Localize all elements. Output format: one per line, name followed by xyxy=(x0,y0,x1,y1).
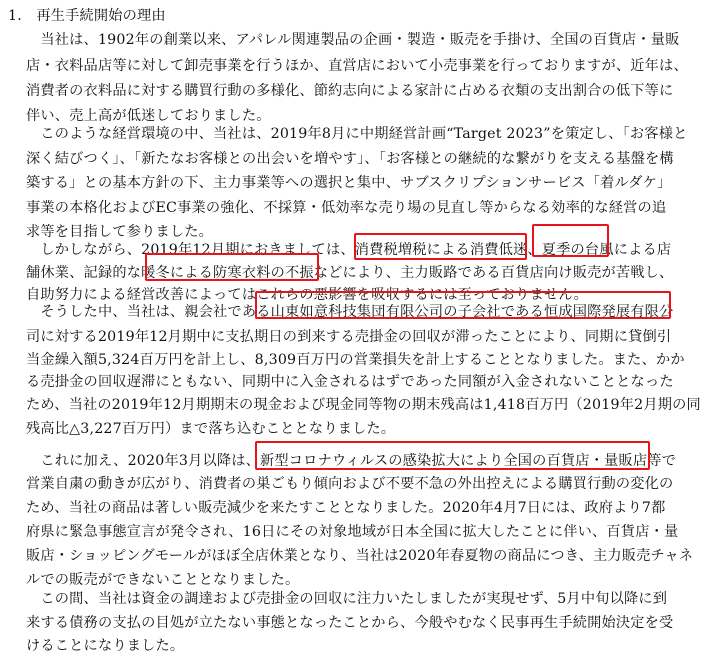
paragraph-line: 当金繰入額5,324百万円を計上し、8,309百万円の営業損失を計上することとなりました。また、かか xyxy=(26,352,685,368)
paragraph-line: 自助努力による経営改善によってはこれらの悪影響を吸収するには至っておりません。 xyxy=(26,287,588,303)
paragraph-line: この間、当社は資金の調達および売掛金の回収に注力いたしましたが実現せず、5月中旬以降に到 xyxy=(26,591,668,607)
paragraph-line: 来する債務の支払の目処が立たない事態となったことから、今般やむなく民事再生手続開始決定を受 xyxy=(26,615,674,631)
paragraph-line: 司に対する2019年12月期中に支払期日の到来する売掛金の回収が滞ったことにより、同期に貸倒引 xyxy=(26,329,672,345)
section-heading: 1. 再生手続開始の理由 xyxy=(8,8,166,24)
paragraph-line: 築する」との基本方針の下、主力事業等への選択と集中、サブスクリプションサービス「着ルダケ」 xyxy=(26,175,672,191)
paragraph-line: 府県に緊急事態宣言が発令され、16日にその対象地域が日本全国に拡大したことに伴い、百貨店・量 xyxy=(26,524,679,540)
paragraph-line: る売掛金の回収遅滞にともない、同期中に入金されるはずであった同額が入金されないこととなった xyxy=(26,374,674,390)
paragraph-line: ため、当社の2019年12月期期末の現金および現金同等物の期末残高は1,418百万円（2019年2月期の同 xyxy=(26,397,701,413)
paragraph-line: このような経営環境の中、当社は、2019年8月に中期経営計画“Target 2023”を策定し、「お客様と xyxy=(26,126,688,142)
paragraph-line: 販店・ショッピングモールがほぼ全店休業となり、当社は2020年春夏物の商品につき、主力販売チャネ xyxy=(26,548,694,564)
paragraph-line: 残高比△3,227百万円）まで落ち込むこととなりました。 xyxy=(26,421,396,437)
paragraph-line: 深く結びつく」、「新たなお客様との出会いを増やす」、「お客様との継続的な繋がりを支える基盤を構 xyxy=(26,151,674,167)
paragraph-line: 舗休業、記録的な暖冬による防寒衣料の不振などにより、主力販路である百貨店向け販売が苦戦し、 xyxy=(26,265,674,281)
paragraph-line: そうした中、当社は、親会社である山東如意科技集団有限公司の子会社である恒成国際発展有限公 xyxy=(26,304,674,320)
paragraph-line: 消費者の衣料品に対する購買行動の多様化、節約志向による家計に占める衣類の支出割合の低下等に xyxy=(26,83,674,99)
paragraph-line: これに加え、2020年3月以降は、新型コロナウィルスの感染拡大により全国の百貨店・量販店等で xyxy=(26,453,676,469)
paragraph-line: しかしながら、2019年12月期におきましては、消費税増税による消費低迷、夏季の台風による店 xyxy=(26,242,672,258)
paragraph-line: 営業自粛の動きが広がり、消費者の巣ごもり傾向および不要不急の外出控えによる購買行動の変化の xyxy=(26,476,674,492)
paragraph-line: 店・衣料品店等に対して卸売事業を行うほか、直営店において小売事業を行っておりますが、近年は、 xyxy=(26,58,688,74)
paragraph-line: 伴い、売上高が低迷しておりました。 xyxy=(26,108,271,124)
paragraph-line: 求等を目指して参りました。 xyxy=(26,224,214,240)
paragraph-line: ため、当社の商品は著しい販売減少を来たすこととなりました。2020年4月7日には、政府より7都 xyxy=(26,500,666,516)
paragraph-line: 事業の本格化およびEC事業の強化、不採算・低効率な売り場の見直し等からなる効率的な経営の追 xyxy=(26,200,667,216)
paragraph-line: けることになりました。 xyxy=(26,638,185,654)
paragraph-line: 当社は、1902年の創業以来、アパレル関連製品の企画・製造・販売を手掛け、全国の百貨店・量販 xyxy=(26,32,680,48)
paragraph-line: ルでの販売ができないこととなりました。 xyxy=(26,572,300,588)
